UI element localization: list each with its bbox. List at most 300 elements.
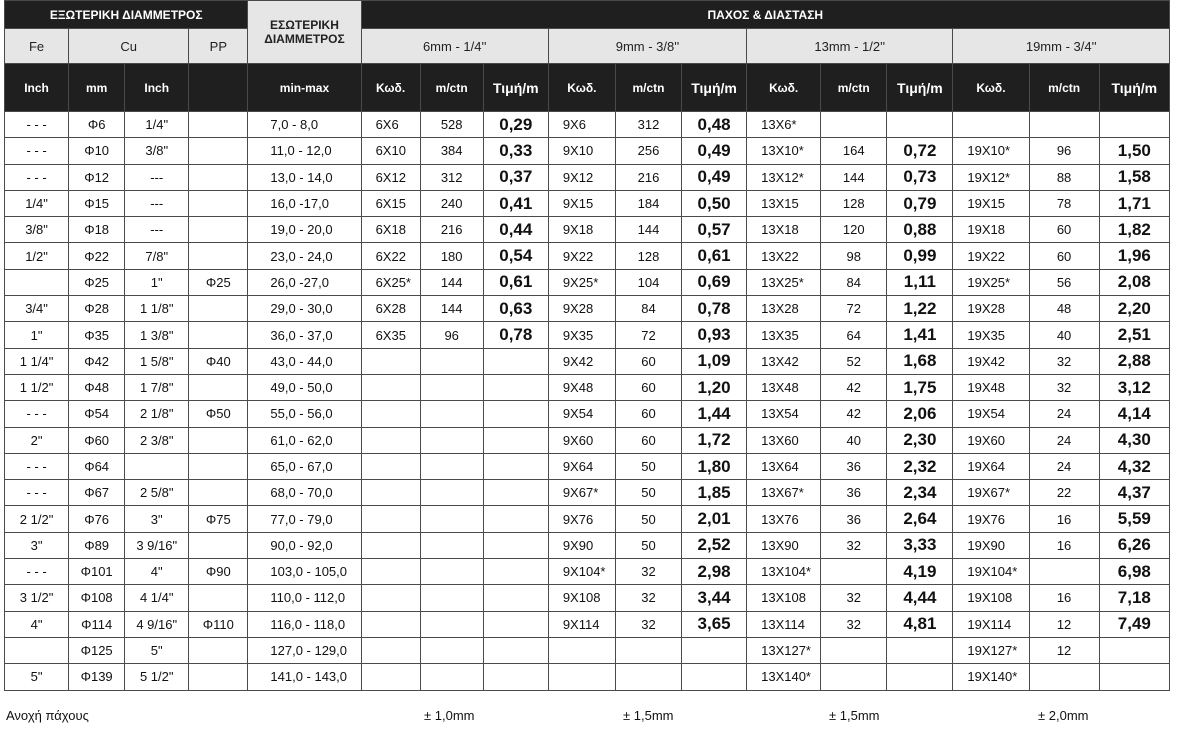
cell-price-13: 1,41 xyxy=(887,322,953,348)
cell-price-19 xyxy=(1099,664,1169,690)
cell-price-6 xyxy=(483,427,548,453)
cell-code-9: 9X104* xyxy=(548,559,615,585)
cell-pp xyxy=(189,532,248,558)
cell-price-9: 0,57 xyxy=(682,217,747,243)
cell-code-9: 9X12 xyxy=(548,164,615,190)
cell-price-19: 7,18 xyxy=(1099,585,1169,611)
cell-price-6 xyxy=(483,559,548,585)
cell-mctn-9: 32 xyxy=(615,611,681,637)
cell-code-6: 6X15 xyxy=(361,190,420,216)
cell-inner-range: 77,0 - 79,0 xyxy=(248,506,361,532)
cell-price-19: 2,51 xyxy=(1099,322,1169,348)
cell-code-9: 9X108 xyxy=(548,585,615,611)
cell-pp xyxy=(189,427,248,453)
cell-mctn-6: 216 xyxy=(420,217,483,243)
cell-mctn-6 xyxy=(420,585,483,611)
cell-code-19: 19X108 xyxy=(953,585,1029,611)
cell-mctn-13: 64 xyxy=(821,322,887,348)
cell-pp xyxy=(189,164,248,190)
cell-mctn-19: 48 xyxy=(1029,296,1099,322)
cell-pp: Φ110 xyxy=(189,611,248,637)
cell-inner-range: 7,0 - 8,0 xyxy=(248,112,361,138)
tolerance-footer xyxy=(4,706,1170,728)
cell-code-13: 13X6* xyxy=(747,112,821,138)
header-code-19: Κωδ. xyxy=(953,64,1029,112)
cell-price-19: 2,88 xyxy=(1099,348,1169,374)
cell-code-19: 19X90 xyxy=(953,532,1029,558)
cell-code-19 xyxy=(953,112,1029,138)
cell-cu-mm: Φ22 xyxy=(69,243,125,269)
cell-fe-inch xyxy=(5,269,69,295)
cell-price-9: 0,49 xyxy=(682,164,747,190)
tolerance-6mm: ± 1,0mm xyxy=(424,708,475,723)
cell-price-13 xyxy=(887,637,953,663)
cell-code-13: 13X127* xyxy=(747,637,821,663)
table-row xyxy=(5,401,1170,427)
cell-price-19: 3,12 xyxy=(1099,374,1169,400)
cell-mctn-19 xyxy=(1029,559,1099,585)
cell-code-9: 9X18 xyxy=(548,217,615,243)
cell-cu-inch xyxy=(125,453,189,479)
cell-price-9: 3,44 xyxy=(682,585,747,611)
cell-price-19: 4,37 xyxy=(1099,480,1169,506)
cell-price-19: 4,14 xyxy=(1099,401,1169,427)
cell-mctn-19: 60 xyxy=(1029,217,1099,243)
cell-mctn-19: 16 xyxy=(1029,532,1099,558)
cell-mctn-9 xyxy=(615,637,681,663)
cell-mctn-9: 50 xyxy=(615,453,681,479)
cell-mctn-9: 84 xyxy=(615,296,681,322)
table-row xyxy=(5,532,1170,558)
cell-fe-inch: 3/8" xyxy=(5,217,69,243)
cell-price-9: 0,50 xyxy=(682,190,747,216)
cell-price-19: 1,71 xyxy=(1099,190,1169,216)
header-size-6mm: 6mm - 1/4'' xyxy=(361,29,548,64)
cell-fe-inch: - - - xyxy=(5,138,69,164)
cell-cu-mm: Φ6 xyxy=(69,112,125,138)
cell-cu-mm: Φ125 xyxy=(69,637,125,663)
cell-price-13 xyxy=(887,112,953,138)
header-price-13: Τιμή/m xyxy=(887,64,953,112)
cell-cu-mm: Φ35 xyxy=(69,322,125,348)
cell-mctn-6: 384 xyxy=(420,138,483,164)
cell-cu-inch: 1 5/8" xyxy=(125,348,189,374)
cell-code-13: 13X10* xyxy=(747,138,821,164)
cell-price-13: 1,22 xyxy=(887,296,953,322)
cell-cu-inch: --- xyxy=(125,190,189,216)
cell-mctn-6 xyxy=(420,611,483,637)
cell-price-13: 1,75 xyxy=(887,374,953,400)
cell-code-9 xyxy=(548,637,615,663)
cell-mctn-13: 128 xyxy=(821,190,887,216)
cell-price-9: 0,49 xyxy=(682,138,747,164)
cell-code-6: 6X18 xyxy=(361,217,420,243)
cell-price-6 xyxy=(483,637,548,663)
cell-fe-inch: - - - xyxy=(5,112,69,138)
table-row xyxy=(5,480,1170,506)
cell-price-19 xyxy=(1099,112,1169,138)
cell-price-6: 0,41 xyxy=(483,190,548,216)
cell-mctn-19: 88 xyxy=(1029,164,1099,190)
cell-cu-inch: 1/4" xyxy=(125,112,189,138)
cell-cu-inch: 3/8" xyxy=(125,138,189,164)
cell-inner-range: 127,0 - 129,0 xyxy=(248,637,361,663)
cell-mctn-19: 60 xyxy=(1029,243,1099,269)
cell-price-9: 1,85 xyxy=(682,480,747,506)
table-row xyxy=(5,217,1170,243)
cell-cu-inch: 1" xyxy=(125,269,189,295)
cell-price-13 xyxy=(887,664,953,690)
cell-price-6 xyxy=(483,348,548,374)
cell-inner-range: 29,0 - 30,0 xyxy=(248,296,361,322)
cell-code-13: 13X114 xyxy=(747,611,821,637)
cell-mctn-9: 104 xyxy=(615,269,681,295)
cell-cu-inch: 1 7/8" xyxy=(125,374,189,400)
header-inner-diameter xyxy=(248,1,361,64)
cell-price-6 xyxy=(483,506,548,532)
cell-pp xyxy=(189,112,248,138)
cell-inner-range: 141,0 - 143,0 xyxy=(248,664,361,690)
cell-code-9: 9X35 xyxy=(548,322,615,348)
cell-code-6 xyxy=(361,401,420,427)
cell-cu-mm: Φ101 xyxy=(69,559,125,585)
cell-cu-mm: Φ10 xyxy=(69,138,125,164)
cell-price-13: 2,32 xyxy=(887,453,953,479)
tolerance-13mm: ± 1,5mm xyxy=(829,708,880,723)
cell-mctn-9: 72 xyxy=(615,322,681,348)
cell-mctn-9: 128 xyxy=(615,243,681,269)
cell-code-9: 9X42 xyxy=(548,348,615,374)
cell-fe-inch: 1 1/2" xyxy=(5,374,69,400)
cell-code-6 xyxy=(361,585,420,611)
cell-mctn-13 xyxy=(821,637,887,663)
cell-price-19: 6,98 xyxy=(1099,559,1169,585)
cell-price-9: 2,52 xyxy=(682,532,747,558)
cell-mctn-19: 12 xyxy=(1029,611,1099,637)
cell-mctn-19: 32 xyxy=(1029,348,1099,374)
cell-inner-range: 13,0 - 14,0 xyxy=(248,164,361,190)
table-row xyxy=(5,611,1170,637)
cell-fe-inch: 3" xyxy=(5,532,69,558)
cell-price-19: 5,59 xyxy=(1099,506,1169,532)
cell-mctn-19: 56 xyxy=(1029,269,1099,295)
cell-price-13: 2,30 xyxy=(887,427,953,453)
cell-price-6: 0,54 xyxy=(483,243,548,269)
cell-cu-mm: Φ64 xyxy=(69,453,125,479)
cell-mctn-13: 144 xyxy=(821,164,887,190)
cell-mctn-9: 184 xyxy=(615,190,681,216)
cell-mctn-9: 216 xyxy=(615,164,681,190)
header-price-9: Τιμή/m xyxy=(682,64,747,112)
cell-cu-mm: Φ139 xyxy=(69,664,125,690)
table-row xyxy=(5,269,1170,295)
cell-fe-inch: 3 1/2" xyxy=(5,585,69,611)
cell-fe-inch: - - - xyxy=(5,453,69,479)
cell-mctn-13: 40 xyxy=(821,427,887,453)
cell-code-6: 6X35 xyxy=(361,322,420,348)
cell-mctn-13: 36 xyxy=(821,453,887,479)
cell-mctn-6 xyxy=(420,559,483,585)
cell-pp xyxy=(189,190,248,216)
header-outer-diameter: ΕΞΩΤΕΡΙΚΗ ΔΙΑΜΜΕΤΡΟΣ xyxy=(5,1,248,29)
cell-price-9: 1,09 xyxy=(682,348,747,374)
cell-mctn-19: 24 xyxy=(1029,401,1099,427)
cell-fe-inch: 5" xyxy=(5,664,69,690)
cell-fe-inch xyxy=(5,637,69,663)
cell-code-19: 19X48 xyxy=(953,374,1029,400)
cell-mctn-13: 120 xyxy=(821,217,887,243)
cell-code-13: 13X42 xyxy=(747,348,821,374)
cell-price-6 xyxy=(483,374,548,400)
cell-price-19: 1,96 xyxy=(1099,243,1169,269)
cell-code-19: 19X104* xyxy=(953,559,1029,585)
cell-price-19 xyxy=(1099,637,1169,663)
cell-price-13: 2,34 xyxy=(887,480,953,506)
cell-code-6 xyxy=(361,427,420,453)
cell-cu-mm: Φ15 xyxy=(69,190,125,216)
cell-mctn-9: 256 xyxy=(615,138,681,164)
cell-code-6: 6X12 xyxy=(361,164,420,190)
cell-pp xyxy=(189,243,248,269)
cell-cu-inch: 2 3/8" xyxy=(125,427,189,453)
cell-mctn-13: 42 xyxy=(821,401,887,427)
cell-cu-mm: Φ67 xyxy=(69,480,125,506)
cell-code-19: 19X35 xyxy=(953,322,1029,348)
tolerance-9mm: ± 1,5mm xyxy=(623,708,674,723)
cell-cu-inch: 4 1/4" xyxy=(125,585,189,611)
cell-price-13: 4,81 xyxy=(887,611,953,637)
cell-mctn-9: 60 xyxy=(615,374,681,400)
cell-cu-inch: 2 1/8" xyxy=(125,401,189,427)
cell-mctn-13: 32 xyxy=(821,611,887,637)
cell-price-13: 1,68 xyxy=(887,348,953,374)
cell-mctn-19: 78 xyxy=(1029,190,1099,216)
header-inch-cu: Inch xyxy=(125,64,189,112)
header-size-19mm: 19mm - 3/4'' xyxy=(953,29,1170,64)
cell-mctn-6 xyxy=(420,480,483,506)
cell-code-19: 19X76 xyxy=(953,506,1029,532)
cell-price-6 xyxy=(483,585,548,611)
cell-mctn-19: 16 xyxy=(1029,506,1099,532)
cell-code-9 xyxy=(548,664,615,690)
cell-mctn-19 xyxy=(1029,112,1099,138)
cell-mctn-19: 24 xyxy=(1029,453,1099,479)
cell-code-6: 6X22 xyxy=(361,243,420,269)
cell-mctn-6 xyxy=(420,374,483,400)
cell-cu-inch: 4" xyxy=(125,559,189,585)
table-row xyxy=(5,427,1170,453)
cell-cu-inch: --- xyxy=(125,217,189,243)
cell-cu-mm: Φ76 xyxy=(69,506,125,532)
cell-code-6 xyxy=(361,348,420,374)
cell-mctn-13 xyxy=(821,664,887,690)
cell-price-6: 0,29 xyxy=(483,112,548,138)
cell-mctn-13 xyxy=(821,559,887,585)
cell-cu-mm: Φ25 xyxy=(69,269,125,295)
cell-fe-inch: 1/2" xyxy=(5,243,69,269)
cell-code-9: 9X48 xyxy=(548,374,615,400)
cell-cu-mm: Φ18 xyxy=(69,217,125,243)
cell-price-13: 3,33 xyxy=(887,532,953,558)
cell-code-9: 9X54 xyxy=(548,401,615,427)
cell-inner-range: 26,0 -27,0 xyxy=(248,269,361,295)
cell-mctn-6 xyxy=(420,506,483,532)
cell-mctn-9: 60 xyxy=(615,401,681,427)
cell-cu-mm: Φ54 xyxy=(69,401,125,427)
cell-fe-inch: - - - xyxy=(5,401,69,427)
cell-pp xyxy=(189,138,248,164)
cell-price-19: 4,32 xyxy=(1099,453,1169,479)
cell-price-9 xyxy=(682,664,747,690)
cell-inner-range: 36,0 - 37,0 xyxy=(248,322,361,348)
cell-code-13: 13X108 xyxy=(747,585,821,611)
cell-code-6 xyxy=(361,664,420,690)
cell-fe-inch: 3/4" xyxy=(5,296,69,322)
cell-pp xyxy=(189,374,248,400)
cell-code-9: 9X10 xyxy=(548,138,615,164)
cell-mctn-19: 96 xyxy=(1029,138,1099,164)
cell-cu-mm: Φ60 xyxy=(69,427,125,453)
cell-price-19: 7,49 xyxy=(1099,611,1169,637)
cell-mctn-9: 50 xyxy=(615,480,681,506)
cell-mctn-13: 32 xyxy=(821,585,887,611)
cell-price-9: 1,44 xyxy=(682,401,747,427)
cell-code-9: 9X25* xyxy=(548,269,615,295)
header-minmax: min-max xyxy=(248,64,361,112)
table-row xyxy=(5,322,1170,348)
header-mctn-9: m/ctn xyxy=(615,64,681,112)
cell-code-9: 9X67* xyxy=(548,480,615,506)
cell-mctn-6 xyxy=(420,637,483,663)
cell-code-19: 19X140* xyxy=(953,664,1029,690)
cell-price-6 xyxy=(483,453,548,479)
cell-cu-mm: Φ12 xyxy=(69,164,125,190)
cell-inner-range: 55,0 - 56,0 xyxy=(248,401,361,427)
cell-code-13: 13X67* xyxy=(747,480,821,506)
header-price-19: Τιμή/m xyxy=(1099,64,1169,112)
cell-cu-mm: Φ114 xyxy=(69,611,125,637)
cell-mctn-6 xyxy=(420,532,483,558)
table-row xyxy=(5,453,1170,479)
cell-price-19: 2,20 xyxy=(1099,296,1169,322)
header-mctn-13: m/ctn xyxy=(821,64,887,112)
cell-price-13: 0,73 xyxy=(887,164,953,190)
cell-price-13: 2,64 xyxy=(887,506,953,532)
cell-price-13: 2,06 xyxy=(887,401,953,427)
cell-fe-inch: 1" xyxy=(5,322,69,348)
tolerance-label: Ανοχή πάχους xyxy=(6,708,89,723)
header-cu: Cu xyxy=(69,29,189,64)
cell-pp xyxy=(189,637,248,663)
header-inch: Inch xyxy=(5,64,69,112)
cell-price-9: 2,98 xyxy=(682,559,747,585)
cell-code-6: 6X10 xyxy=(361,138,420,164)
cell-cu-mm: Φ42 xyxy=(69,348,125,374)
cell-mctn-6 xyxy=(420,427,483,453)
cell-pp xyxy=(189,453,248,479)
cell-code-6: 6X25* xyxy=(361,269,420,295)
cell-price-19: 1,82 xyxy=(1099,217,1169,243)
cell-mctn-13 xyxy=(821,112,887,138)
cell-fe-inch: - - - xyxy=(5,480,69,506)
table-body xyxy=(5,112,1170,691)
cell-pp xyxy=(189,296,248,322)
cell-inner-range: 23,0 - 24,0 xyxy=(248,243,361,269)
cell-price-13: 0,88 xyxy=(887,217,953,243)
cell-mctn-19: 24 xyxy=(1029,427,1099,453)
cell-inner-range: 43,0 - 44,0 xyxy=(248,348,361,374)
header-inner-diameter-line1: ΕΣΩΤΕΡΙΚΗ xyxy=(270,18,339,32)
cell-fe-inch: 2 1/2" xyxy=(5,506,69,532)
cell-cu-mm: Φ108 xyxy=(69,585,125,611)
cell-inner-range: 68,0 - 70,0 xyxy=(248,480,361,506)
cell-price-9: 3,65 xyxy=(682,611,747,637)
cell-fe-inch: 4" xyxy=(5,611,69,637)
cell-price-9: 0,69 xyxy=(682,269,747,295)
cell-code-6 xyxy=(361,453,420,479)
cell-mctn-13: 32 xyxy=(821,532,887,558)
cell-code-6 xyxy=(361,532,420,558)
table-row xyxy=(5,637,1170,663)
cell-price-9: 0,93 xyxy=(682,322,747,348)
cell-code-13: 13X18 xyxy=(747,217,821,243)
cell-price-19: 1,50 xyxy=(1099,138,1169,164)
cell-code-9: 9X22 xyxy=(548,243,615,269)
cell-fe-inch: 1 1/4" xyxy=(5,348,69,374)
cell-code-19: 19X64 xyxy=(953,453,1029,479)
cell-cu-inch: 3 9/16" xyxy=(125,532,189,558)
cell-price-6 xyxy=(483,664,548,690)
table-row xyxy=(5,164,1170,190)
cell-cu-inch: 4 9/16" xyxy=(125,611,189,637)
cell-pp: Φ75 xyxy=(189,506,248,532)
tolerance-19mm: ± 2,0mm xyxy=(1038,708,1089,723)
table-row xyxy=(5,348,1170,374)
cell-mctn-6: 180 xyxy=(420,243,483,269)
cell-mctn-9: 312 xyxy=(615,112,681,138)
cell-code-13: 13X64 xyxy=(747,453,821,479)
cell-price-13: 4,44 xyxy=(887,585,953,611)
cell-mctn-9: 60 xyxy=(615,348,681,374)
cell-code-9: 9X6 xyxy=(548,112,615,138)
cell-code-6: 6X28 xyxy=(361,296,420,322)
cell-price-6 xyxy=(483,611,548,637)
cell-fe-inch: 1/4" xyxy=(5,190,69,216)
cell-code-19: 19X127* xyxy=(953,637,1029,663)
header-pp-blank xyxy=(189,64,248,112)
cell-code-13: 13X54 xyxy=(747,401,821,427)
cell-price-6: 0,33 xyxy=(483,138,548,164)
cell-code-19: 19X114 xyxy=(953,611,1029,637)
cell-mctn-9: 50 xyxy=(615,532,681,558)
table-row xyxy=(5,296,1170,322)
header-thickness: ΠΑΧΟΣ & ΔΙΑΣΤΑΣΗ xyxy=(361,1,1169,29)
cell-pp xyxy=(189,322,248,348)
cell-code-13: 13X12* xyxy=(747,164,821,190)
cell-mctn-19: 22 xyxy=(1029,480,1099,506)
cell-mctn-9: 32 xyxy=(615,559,681,585)
table-row xyxy=(5,112,1170,138)
cell-code-19: 19X28 xyxy=(953,296,1029,322)
table-row xyxy=(5,190,1170,216)
table-row xyxy=(5,138,1170,164)
header-mm: mm xyxy=(69,64,125,112)
price-table xyxy=(4,0,1170,691)
cell-price-13: 1,11 xyxy=(887,269,953,295)
cell-code-19: 19X22 xyxy=(953,243,1029,269)
cell-mctn-13: 72 xyxy=(821,296,887,322)
cell-pp: Φ40 xyxy=(189,348,248,374)
